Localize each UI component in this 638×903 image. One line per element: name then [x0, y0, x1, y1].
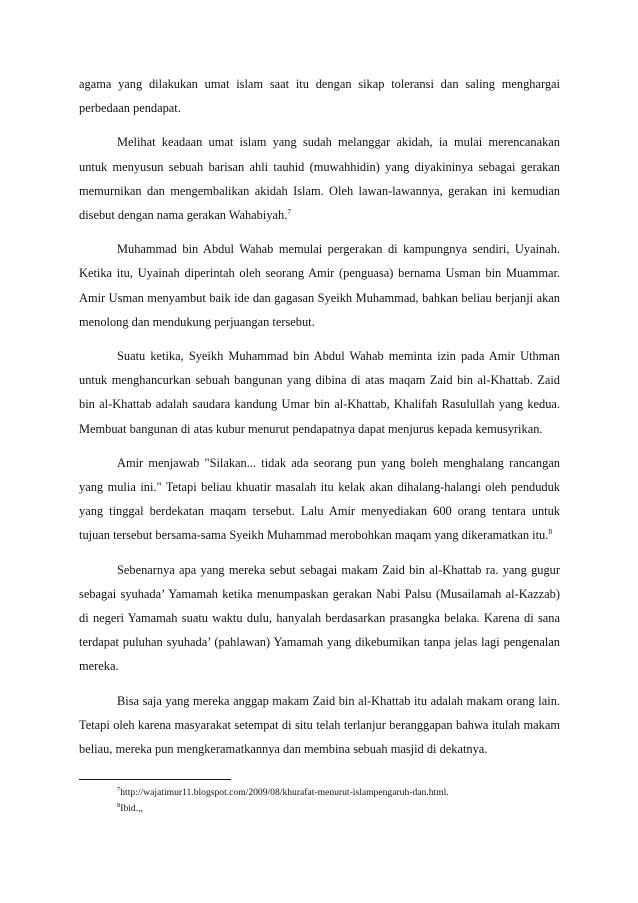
- footnotes: [117, 785, 557, 817]
- paragraph-6: Sebenarnya apa yang mereka sebut sebagai makam Zaid bin al-Khattab ra. yang gugur sebagai syuhada’ Yamamah ketika menumpaskan gerakan Nabi Palsu (Musailamah al-Kazzab) di negeri Yamamah suatu waktu dulu, hanyalah berdasarkan prasangka belaka. Karena di sana terdapat puluhan syuhada’ (pahlawan) Yamamah yang dikebumikan tanpa jelas lagi pengenalan mereka.: [79, 562, 560, 674]
- paragraph-2: Melihat keadaan umat islam yang sudah melanggar akidah, ia mulai merencanakan untuk menyusun sebuah barisan ahli tauhid (muwahhidin) yang diyakininya sebagai gerakan memurnikan dan mengembalikan akidah Islam. Oleh lawan-lawannya, gerakan ini kemudian disebut dengan nama gerakan Wahabiyah.$^7$: [79, 135, 560, 223]
- paragraph-1: agama yang dilakukan umat islam saat itu dengan sikap toleransi dan saling menghargai perbedaan pendapat.: [79, 77, 560, 116]
- footnote-ref-7: 7: [287, 206, 292, 216]
- paragraph-3: Muhammad bin Abdul Wahab memulai pergerakan di kampungnya sendiri, Uyainah. Ketika itu, Uyainah diperintah oleh seorang Amir (penguasa) bernama Usman bin Muammar. Amir Usman menyambut baik ide dan gagasan Syeikh Muhammad, bahkan beliau berjanji akan menolong dan mendukung perjuangan tersebut.: [79, 242, 560, 329]
- paragraph-5: Amir menjawab "Silakan... tidak ada seorang pun yang boleh menghalang rancangan yang mulia ini." Tetapi beliau khuatir masalah itu kelak akan dihalang-halangi oleh penduduk yang tinggal berdekatan maqam tersebut. Lalu Amir menyediakan 600 orang tentara untuk tujuan tersebut bersama-sama Syeikh Muhammad merobohkan maqam yang dikeramatkan itu.$^8$: [79, 455, 560, 543]
- paragraph-4: Suatu ketika, Syeikh Muhammad bin Abdul Wahab meminta izin pada Amir Uthman untuk menghancurkan sebuah bangunan yang dibina di atas maqam Zaid bin al-Khattab. Zaid bin al-Khattab adalah saudara kandung Umar bin al-Khattab, Khalifah Rasulullah yang kedua. Membuat bangunan di atas kubur menurut pendapatnya dapat menjurus kepada kemusyrikan.: [79, 349, 560, 436]
- footnote-8: $^8$Ibid.,,: [117, 801, 143, 814]
- document-body: [79, 72, 560, 771]
- footnote-7: $^7$http://wajatimur11.blogspot.com/2009/08/khurafat-menurut-islampengaruh-dan.html.: [117, 785, 449, 798]
- footnote-ref-8: 8: [548, 527, 553, 537]
- paragraph-7: Bisa saja yang mereka anggap makam Zaid bin al-Khattab itu adalah makam orang lain. Tetapi oleh karena masyarakat setempat di situ telah terlanjur beranggapan bahwa itulah makam beliau, mereka pun mengkeramatkannya dan membina sebuah masjid di dekatnya.: [79, 693, 560, 757]
- footnote-divider: [79, 779, 231, 780]
- footnote-7-link[interactable]: http://wajatimur11.blogspot.com/2009/08/khurafat-menurut-islampengaruh-dan.html.: [120, 787, 449, 798]
